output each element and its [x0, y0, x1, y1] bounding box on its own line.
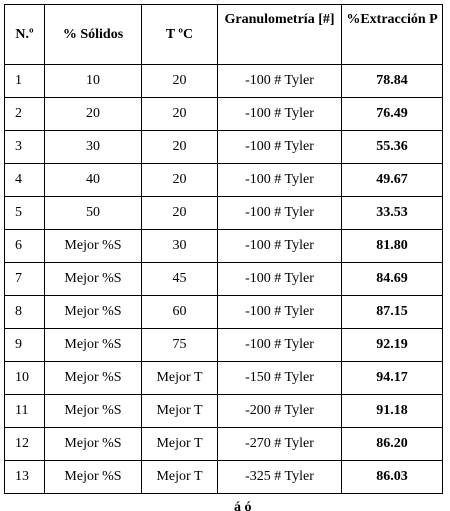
cell-solids: 20	[45, 98, 142, 131]
cell-temperature: 20	[142, 131, 218, 164]
cell-number: 13	[5, 461, 45, 494]
cell-solids: Mejor %S	[45, 461, 142, 494]
header-granulometry: Granulometría [#]	[218, 5, 342, 65]
cell-temperature: 20	[142, 98, 218, 131]
table-row	[5, 65, 443, 98]
cell-granulometry: -100 # Tyler	[218, 296, 342, 329]
cell-granulometry: -100 # Tyler	[218, 131, 342, 164]
cell-extraction: 91.18	[342, 395, 443, 428]
cell-solids: Mejor %S	[45, 263, 142, 296]
cell-temperature: 75	[142, 329, 218, 362]
table-body	[5, 65, 443, 494]
cell-temperature: Mejor T	[142, 362, 218, 395]
cell-granulometry: -270 # Tyler	[218, 428, 342, 461]
cell-extraction: 81.80	[342, 230, 443, 263]
cell-solids: Mejor %S	[45, 296, 142, 329]
cell-solids: 10	[45, 65, 142, 98]
cell-granulometry: -100 # Tyler	[218, 164, 342, 197]
header-number: N.º	[5, 5, 45, 65]
cell-number: 11	[5, 395, 45, 428]
cell-temperature: 20	[142, 65, 218, 98]
cell-number: 10	[5, 362, 45, 395]
cell-solids: Mejor %S	[45, 395, 142, 428]
table-row	[5, 263, 443, 296]
cell-temperature: 60	[142, 296, 218, 329]
cell-number: 7	[5, 263, 45, 296]
cell-solids: Mejor %S	[45, 329, 142, 362]
cell-number: 6	[5, 230, 45, 263]
cell-extraction: 84.69	[342, 263, 443, 296]
table-row	[5, 461, 443, 494]
table-row	[5, 197, 443, 230]
cell-temperature: 20	[142, 164, 218, 197]
table-row	[5, 329, 443, 362]
header-solids: % Sólidos	[45, 5, 142, 65]
extraction-results-table	[4, 4, 443, 494]
table-header-row	[5, 5, 443, 65]
cell-number: 4	[5, 164, 45, 197]
cell-granulometry: -100 # Tyler	[218, 65, 342, 98]
table-row	[5, 296, 443, 329]
header-temperature: T ºC	[142, 5, 218, 65]
cell-temperature: Mejor T	[142, 428, 218, 461]
cell-temperature: 20	[142, 197, 218, 230]
cell-temperature: 30	[142, 230, 218, 263]
cell-number: 8	[5, 296, 45, 329]
cell-temperature: 45	[142, 263, 218, 296]
table-row	[5, 131, 443, 164]
cell-solids: 40	[45, 164, 142, 197]
header-extraction: %Extracción P	[342, 5, 443, 65]
cell-granulometry: -100 # Tyler	[218, 230, 342, 263]
cell-extraction: 92.19	[342, 329, 443, 362]
cell-granulometry: -325 # Tyler	[218, 461, 342, 494]
table-row	[5, 395, 443, 428]
cell-extraction: 33.53	[342, 197, 443, 230]
cell-number: 3	[5, 131, 45, 164]
cell-extraction: 86.03	[342, 461, 443, 494]
table-row	[5, 428, 443, 461]
table-row	[5, 164, 443, 197]
cell-extraction: 55.36	[342, 131, 443, 164]
cell-granulometry: -100 # Tyler	[218, 98, 342, 131]
cell-solids: Mejor %S	[45, 362, 142, 395]
cell-number: 9	[5, 329, 45, 362]
cell-solids: Mejor %S	[45, 230, 142, 263]
cell-granulometry: -100 # Tyler	[218, 197, 342, 230]
cell-number: 1	[5, 65, 45, 98]
cell-extraction: 86.20	[342, 428, 443, 461]
cell-number: 12	[5, 428, 45, 461]
caption-fragment: á ó	[234, 501, 252, 511]
cell-solids: 50	[45, 197, 142, 230]
cell-extraction: 94.17	[342, 362, 443, 395]
cell-extraction: 76.49	[342, 98, 443, 131]
cell-solids: 30	[45, 131, 142, 164]
table-row	[5, 362, 443, 395]
table-row	[5, 98, 443, 131]
cell-granulometry: -100 # Tyler	[218, 329, 342, 362]
table-row	[5, 230, 443, 263]
cell-extraction: 49.67	[342, 164, 443, 197]
cell-extraction: 87.15	[342, 296, 443, 329]
cell-temperature: Mejor T	[142, 461, 218, 494]
cell-temperature: Mejor T	[142, 395, 218, 428]
cell-number: 2	[5, 98, 45, 131]
cell-granulometry: -150 # Tyler	[218, 362, 342, 395]
cell-granulometry: -100 # Tyler	[218, 263, 342, 296]
cell-granulometry: -200 # Tyler	[218, 395, 342, 428]
cell-solids: Mejor %S	[45, 428, 142, 461]
cell-number: 5	[5, 197, 45, 230]
cell-extraction: 78.84	[342, 65, 443, 98]
